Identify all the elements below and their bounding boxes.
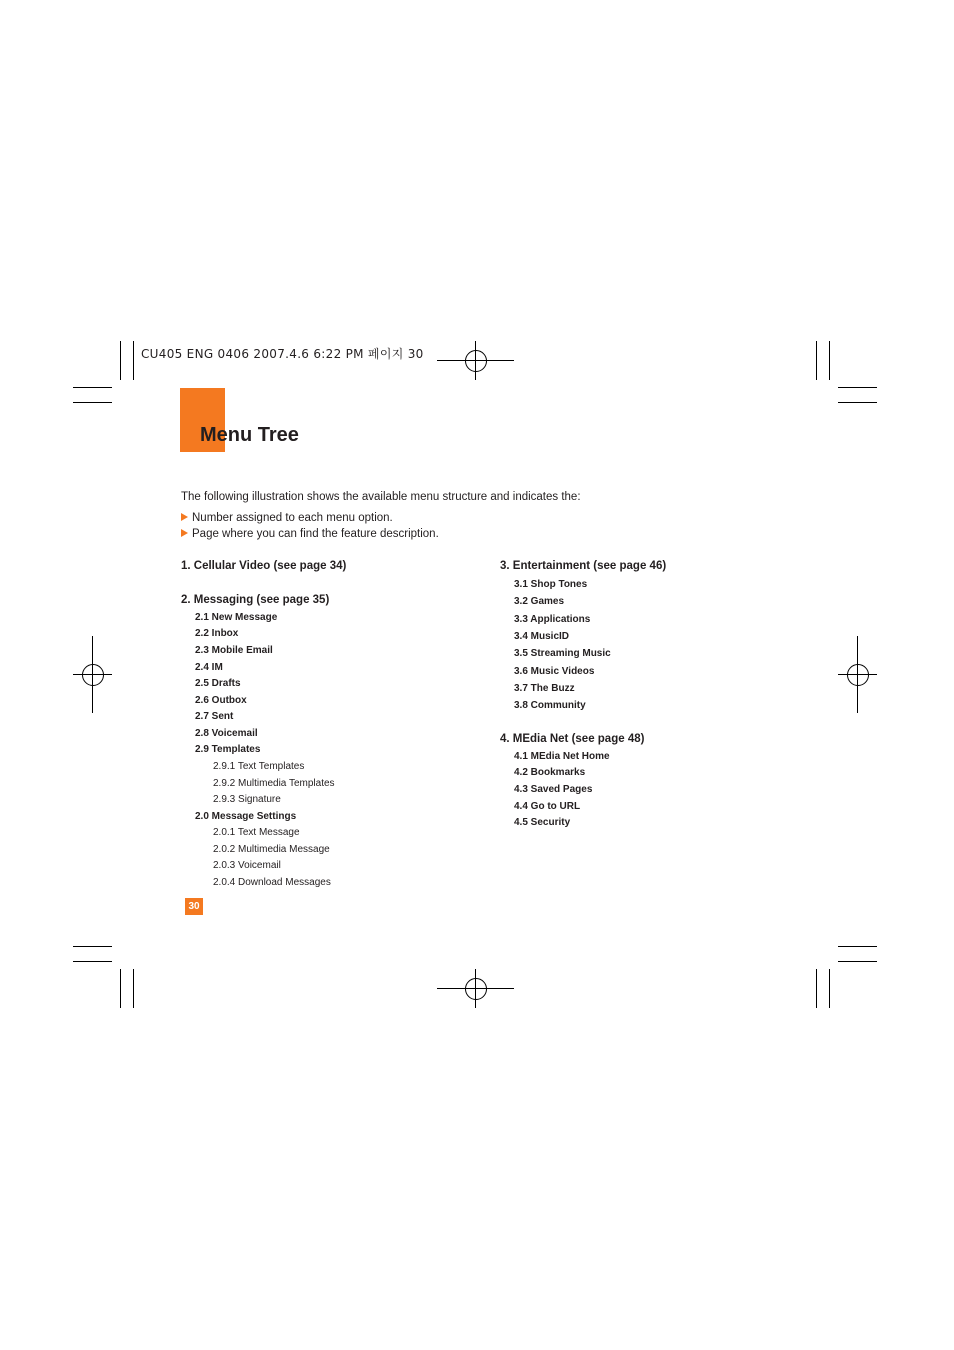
- menu-item-level-2: 4.3 Saved Pages: [514, 784, 593, 795]
- bullet-item: [181, 528, 439, 540]
- menu-item-level-2: 3.4 MusicID: [514, 631, 570, 642]
- menu-item-level-2: 2.7 Sent: [195, 711, 234, 722]
- bullet-text: Number assigned to each menu option.: [192, 512, 393, 524]
- menu-item-level-2: 4.2 Bookmarks: [514, 767, 586, 778]
- menu-item-level-3: 2.0.1 Text Message: [213, 827, 300, 838]
- menu-item-level-3: 2.0.2 Multimedia Message: [213, 844, 330, 855]
- menu-item-level-2: 2.0 Message Settings: [195, 811, 297, 822]
- menu-item-level-1: 1. Cellular Video (see page 34): [181, 560, 347, 572]
- bullet-text: Page where you can find the feature description.: [192, 528, 439, 540]
- menu-item-level-2: 3.5 Streaming Music: [514, 648, 611, 659]
- menu-item-level-2: 3.6 Music Videos: [514, 666, 595, 677]
- menu-item-level-2: 2.3 Mobile Email: [195, 645, 273, 656]
- menu-item-level-2: 2.6 Outbox: [195, 695, 247, 706]
- menu-item-level-2: 3.1 Shop Tones: [514, 579, 588, 590]
- menu-item-level-3: 2.9.1 Text Templates: [213, 761, 305, 772]
- menu-item-level-1: 2. Messaging (see page 35): [181, 594, 330, 606]
- menu-item-level-2: 4.4 Go to URL: [514, 801, 581, 812]
- triangle-bullet-icon: [181, 513, 188, 521]
- menu-item-level-2: 2.9 Templates: [195, 744, 261, 755]
- menu-item-level-2: 3.2 Games: [514, 596, 565, 607]
- menu-item-level-2: 4.5 Security: [514, 817, 571, 828]
- menu-item-level-3: 2.9.3 Signature: [213, 794, 281, 805]
- menu-item-level-2: 2.4 IM: [195, 662, 223, 673]
- menu-item-level-3: 2.9.2 Multimedia Templates: [213, 778, 335, 789]
- menu-item-level-1: 4. MEdia Net (see page 48): [500, 733, 645, 745]
- bullet-item: [181, 512, 393, 524]
- menu-item-level-3: 2.0.4 Download Messages: [213, 877, 331, 888]
- menu-item-level-3: 2.0.3 Voicemail: [213, 860, 281, 871]
- intro-text: The following illustration shows the available menu structure and indicates the:: [181, 491, 581, 503]
- page-title: Menu Tree: [200, 424, 299, 446]
- page-number: 30: [185, 898, 203, 915]
- menu-item-level-2: 3.7 The Buzz: [514, 683, 575, 694]
- menu-item-level-2: 2.1 New Message: [195, 612, 278, 623]
- menu-item-level-2: 3.3 Applications: [514, 614, 591, 625]
- print-slug: CU405 ENG 0406 2007.4.6 6:22 PM 페이지 30: [141, 347, 424, 361]
- menu-item-level-2: 2.2 Inbox: [195, 628, 239, 639]
- menu-item-level-2: 3.8 Community: [514, 700, 586, 711]
- menu-item-level-2: 4.1 MEdia Net Home: [514, 751, 610, 762]
- menu-item-level-2: 2.8 Voicemail: [195, 728, 258, 739]
- triangle-bullet-icon: [181, 529, 188, 537]
- menu-item-level-1: 3. Entertainment (see page 46): [500, 560, 667, 572]
- menu-item-level-2: 2.5 Drafts: [195, 678, 241, 689]
